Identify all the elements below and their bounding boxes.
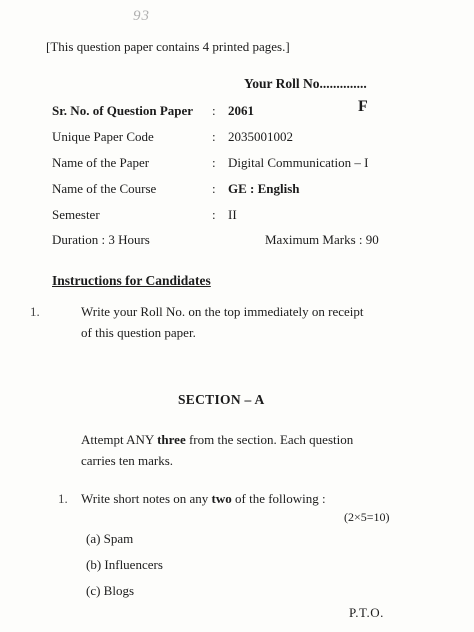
section-directions-line2: carries ten marks.	[81, 453, 174, 468]
pencil-mark: 93	[133, 8, 150, 24]
colon: :	[212, 155, 216, 170]
option-b: (b) Influencers	[86, 557, 163, 572]
colon: :	[212, 207, 216, 222]
instruction-line: Write your Roll No. on the top immediately on receipt	[81, 304, 364, 319]
question-number: 1.	[58, 491, 68, 506]
value-semester: II	[228, 207, 237, 222]
instruction-number: 1.	[30, 304, 40, 319]
colon: :	[212, 103, 216, 118]
section-directions	[81, 432, 353, 448]
value-sr-no: 2061	[228, 103, 254, 118]
question-text-part: Write short notes on any	[81, 491, 212, 506]
pages-note: [This question paper contains 4 printed pages.]	[46, 39, 290, 54]
value-paper-name: Digital Communication – I	[228, 155, 369, 170]
label-paper-name: Name of the Paper	[52, 155, 150, 170]
instructions-title: Instructions for Candidates	[52, 273, 211, 288]
colon: :	[212, 129, 216, 144]
duration: Duration : 3 Hours	[52, 232, 150, 247]
question-marks: (2×5=10)	[344, 510, 390, 524]
directions-text: from the section. Each question	[185, 432, 354, 447]
label-semester: Semester	[52, 207, 100, 222]
label-course: Name of the Course	[52, 181, 157, 196]
question-text-part: of the following :	[231, 491, 326, 506]
directions-text: Attempt ANY	[81, 432, 158, 447]
roll-number-field: Your Roll No..............	[244, 76, 367, 91]
set-code: F	[358, 98, 368, 115]
section-title: SECTION – A	[178, 392, 265, 407]
question-text	[81, 491, 326, 507]
label-unique-code: Unique Paper Code	[52, 129, 154, 144]
instruction-line: of this question paper.	[81, 325, 196, 340]
maximum-marks: Maximum Marks : 90	[265, 232, 379, 247]
question-emphasis: two	[211, 491, 232, 506]
option-c: (c) Blogs	[86, 583, 135, 598]
directions-emphasis: three	[157, 432, 186, 447]
pto-footer: P.T.O.	[349, 605, 384, 620]
option-a: (a) Spam	[86, 531, 134, 546]
value-unique-code: 2035001002	[228, 129, 293, 144]
colon: :	[212, 181, 216, 196]
label-sr-no: Sr. No. of Question Paper	[52, 103, 194, 118]
value-course: GE : English	[228, 181, 300, 196]
